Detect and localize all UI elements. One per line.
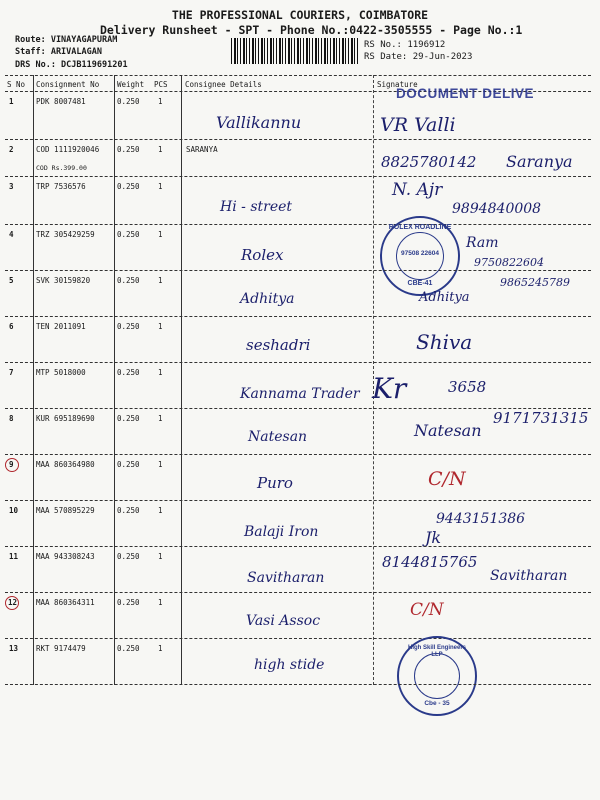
row-weight: 0.250: [117, 414, 140, 423]
high-skill-engineers-seal: [397, 636, 477, 716]
row-weight: 0.250: [117, 552, 140, 561]
row-separator: [5, 316, 591, 317]
phone-handwriting: 3658: [448, 378, 487, 396]
phone-handwriting: 8144815765: [382, 553, 478, 571]
consignee-handwriting: Balaji Iron: [244, 524, 319, 540]
row-pcs: 1: [158, 368, 163, 377]
consignee-handwriting: high stide: [254, 657, 325, 673]
consignee-handwriting: Savitharan: [247, 570, 325, 586]
row-consignment: TRP 7536576: [36, 182, 86, 191]
row-sno: 8: [9, 414, 14, 423]
col-header-sno: S No: [7, 80, 26, 89]
signature-handwriting: VR Valli: [380, 114, 456, 136]
row-separator: [5, 546, 591, 547]
route-label: Route: VINAYAGAPURAM: [15, 35, 118, 45]
col-header-consignee: Consignee Details: [185, 80, 262, 89]
row-weight: 0.250: [117, 368, 140, 377]
consignee-handwriting: Vallikannu: [216, 113, 302, 132]
runsheet-subtitle: Delivery Runsheet - SPT - Phone No.:0422-3505555 - Page No.:1: [100, 23, 523, 37]
table-top-rule: [5, 75, 591, 76]
signature-handwriting: Ram: [466, 235, 499, 251]
row-consignment: TEN 2011091: [36, 322, 86, 331]
row-sno: 6: [9, 322, 14, 331]
remark-handwriting: C/N: [410, 600, 444, 620]
row-sno: 2: [9, 145, 14, 154]
phone-handwriting: 9894840008: [452, 201, 542, 217]
company-title: THE PROFESSIONAL COURIERS, COIMBATORE: [171, 8, 429, 22]
row-sno: 9: [9, 460, 14, 469]
row-pcs: 1: [158, 414, 163, 423]
consignee-name: SARANYA: [186, 145, 218, 154]
row-sno: 13: [9, 644, 19, 653]
phone-handwriting: 9750822604: [474, 256, 544, 269]
row-consignment: RKT 9174479: [36, 644, 86, 653]
row-consignment: MTP 5018000: [36, 368, 86, 377]
row-pcs: 1: [158, 230, 163, 239]
row-consignment: MAA 860364311: [36, 598, 95, 607]
seal-company-text: High Skill Engineers LLP: [407, 645, 466, 658]
row-pcs: 1: [158, 506, 163, 515]
row-weight: 0.250: [117, 322, 140, 331]
row-separator: [5, 500, 591, 501]
row-consignment: COD 1111920046: [36, 145, 100, 154]
row-consignment: MAA 570895229: [36, 506, 95, 515]
staff-label: Staff: ARIVALAGAN: [15, 47, 102, 57]
row-separator: [5, 638, 591, 639]
phone-handwriting: 9865245789: [500, 276, 570, 289]
row-weight: 0.250: [117, 230, 140, 239]
row-pcs: 1: [158, 322, 163, 331]
col-header-pcs: PCS: [154, 80, 168, 89]
row-pcs: 1: [158, 145, 163, 154]
row-sno: 3: [9, 182, 14, 191]
rolex-roadlines-seal: [380, 216, 460, 296]
row-separator: [5, 362, 591, 363]
row-weight: 0.250: [117, 97, 140, 106]
seal-bottom-text: CBE-41: [407, 280, 433, 287]
row-weight: 0.250: [117, 506, 140, 515]
row-weight: 0.250: [117, 460, 140, 469]
rs-date: RS Date: 29-Jun-2023: [364, 52, 473, 62]
row-consignment: SVK 30159820: [36, 276, 91, 285]
row-weight: 0.250: [117, 276, 140, 285]
col-divider: [114, 75, 115, 685]
row-weight: 0.250: [117, 145, 140, 154]
col-header-weight: Weight: [117, 80, 145, 89]
row-sno: 10: [9, 506, 19, 515]
row-pcs: 1: [158, 182, 163, 191]
row-pcs: 1: [158, 276, 163, 285]
phone-handwriting: 9171731315: [493, 409, 589, 427]
row-consignment: MAA 943308243: [36, 552, 95, 561]
phone-handwriting: 8825780142: [381, 153, 477, 171]
row-pcs: 1: [158, 97, 163, 106]
seal-phone: 97508 22604: [401, 250, 439, 257]
row-weight: 0.250: [117, 598, 140, 607]
consignee-handwriting: Hi - street: [220, 199, 293, 215]
row-consignment: TRZ 305429259: [36, 230, 95, 239]
row-consignment: PDK 8007481: [36, 97, 86, 106]
seal-bottom-text: Cbe - 35: [424, 700, 450, 707]
barcode: [231, 38, 359, 64]
row-sno: 4: [9, 230, 14, 239]
row-consignment: KUR 695189690: [36, 414, 95, 423]
signature-handwriting: Saranya: [506, 152, 573, 171]
seal-top-text: ROLEX ROADLINE: [388, 224, 452, 231]
row-separator: [5, 270, 591, 271]
table-bottom-rule: [5, 684, 591, 685]
phone-handwriting: 9443151386: [436, 511, 526, 527]
consignee-handwriting: Adhitya: [240, 291, 295, 307]
row-sno: 12: [8, 598, 18, 607]
row-separator: [5, 454, 591, 455]
col-divider: [33, 75, 34, 685]
row-sno: 11: [9, 552, 19, 561]
consignee-handwriting: seshadri: [246, 336, 311, 354]
row-separator: [5, 139, 591, 140]
row-weight: 0.250: [117, 644, 140, 653]
drs-number: DRS No.: DCJB119691201: [15, 60, 128, 70]
consignee-handwriting: Puro: [257, 474, 293, 492]
consignee-handwriting: Kannama Trader: [240, 386, 360, 402]
signature-handwriting: Adhitya: [419, 290, 470, 305]
col-divider: [181, 75, 182, 685]
col-header-consignment: Consignment No: [36, 80, 100, 89]
row-pcs: 1: [158, 552, 163, 561]
cod-amount: COD Rs.399.00: [36, 164, 87, 172]
document-delivered-stamp: DOCUMENT DELIVE: [396, 86, 535, 101]
row-pcs: 1: [158, 460, 163, 469]
row-sno: 7: [9, 368, 14, 377]
row-sno: 1: [9, 97, 14, 106]
signature-handwriting: N. Ajr: [392, 180, 443, 200]
signature-handwriting: Shiva: [416, 330, 473, 354]
row-pcs: 1: [158, 598, 163, 607]
signature-handwriting: Jk: [425, 528, 442, 547]
row-separator: [5, 224, 591, 225]
signature-handwriting: Kr: [372, 372, 407, 405]
rs-number: RS No.: 1196912: [364, 40, 446, 50]
row-pcs: 1: [158, 644, 163, 653]
row-separator: [5, 176, 591, 177]
col-header-signature: Signature: [377, 80, 418, 89]
row-separator: [5, 592, 591, 593]
remark-handwriting: C/N: [428, 468, 466, 490]
consignee-handwriting: Rolex: [241, 246, 284, 264]
signature-handwriting: Natesan: [414, 421, 482, 440]
row-weight: 0.250: [117, 182, 140, 191]
consignee-handwriting: Natesan: [248, 429, 308, 445]
consignee-handwriting: Vasi Assoc: [246, 613, 321, 629]
row-sno: 5: [9, 276, 14, 285]
signature-handwriting: Savitharan: [490, 568, 568, 584]
row-consignment: MAA 860364980: [36, 460, 95, 469]
